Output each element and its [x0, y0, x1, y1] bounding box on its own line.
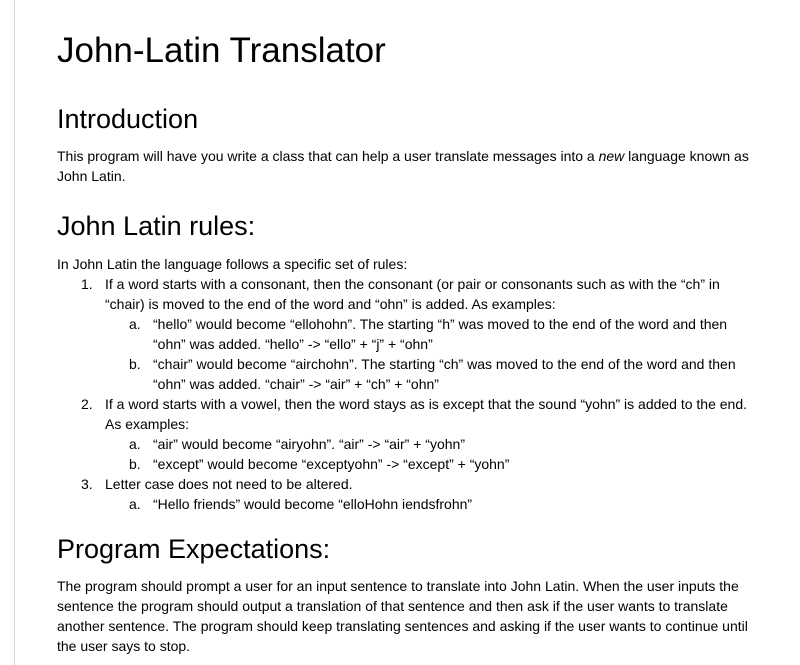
rules-heading: John Latin rules:	[57, 211, 256, 241]
example-letter: b.	[129, 456, 141, 472]
example-letter: a.	[129, 436, 141, 452]
introduction-heading: Introduction	[57, 104, 199, 134]
intro-text-before: This program will have you write a class that can help a user translate messages into a	[57, 148, 599, 164]
example-letter: a.	[129, 316, 141, 332]
example-letter: b.	[129, 356, 141, 372]
rule-number: 3.	[81, 476, 93, 492]
rules-lead: In John Latin the language follows a specific set of rules:	[57, 256, 408, 272]
example-text: “chair” would become “airchohn”. The starting “ch” was moved to the end of the word and then “ohn” was added. “chair” -> “air” + “ch” + “ohn”	[153, 356, 736, 392]
example-text: “Hello friends” would become “elloHohn iendsfrohn”	[153, 496, 473, 512]
document-title: John-Latin Translator	[57, 31, 386, 70]
example-list	[105, 314, 757, 394]
rule-item	[57, 274, 757, 394]
rules-section	[57, 254, 757, 514]
intro-text-after: language known as John Latin.	[57, 148, 749, 184]
example-item	[105, 454, 757, 474]
rules-list	[57, 274, 757, 514]
example-item	[105, 434, 757, 454]
example-letter: a.	[129, 496, 141, 512]
example-text: “hello” would become “ellohohn”. The starting “h” was moved to the end of the word and then “ohn” was added. “hello” -> “ello” + “j” + “ohn”	[153, 316, 728, 352]
example-list	[105, 494, 757, 514]
example-text: “except” would become “exceptyohn” -> “except” + “yohn”	[153, 456, 510, 472]
example-text: “air” would become “airyohn”. “air” -> “air” + “yohn”	[153, 436, 465, 452]
intro-emphasis: new	[598, 148, 625, 164]
introduction-paragraph	[57, 146, 757, 186]
rule-number: 1.	[81, 276, 93, 292]
example-item	[105, 494, 757, 514]
rule-item	[57, 394, 757, 474]
example-list	[105, 434, 757, 474]
expectations-paragraph: The program should prompt a user for an input sentence to translate into John Latin. When the user inputs the sentence the program should output a translation of that sentence and then ask if the user wants to translate another sentence. The program should keep translating sentences and asking if the user wants to continue until the user says to stop.	[57, 578, 748, 654]
example-item	[105, 354, 757, 394]
rule-text: Letter case does not need to be altered.	[105, 476, 353, 492]
page-left-edge	[0, 0, 15, 665]
rule-text: If a word starts with a consonant, then the consonant (or pair or consonants such as with the “ch” in “chair) is moved to the end of the word and “ohn” is added. As examples:	[105, 276, 720, 312]
rule-text: If a word starts with a vowel, then the word stays as is except that the sound “yohn” is added to the end. As examples:	[105, 396, 748, 432]
expectations-heading: Program Expectations:	[57, 534, 331, 564]
example-item	[105, 314, 757, 354]
rule-item	[57, 474, 757, 514]
rule-number: 2.	[81, 396, 93, 412]
